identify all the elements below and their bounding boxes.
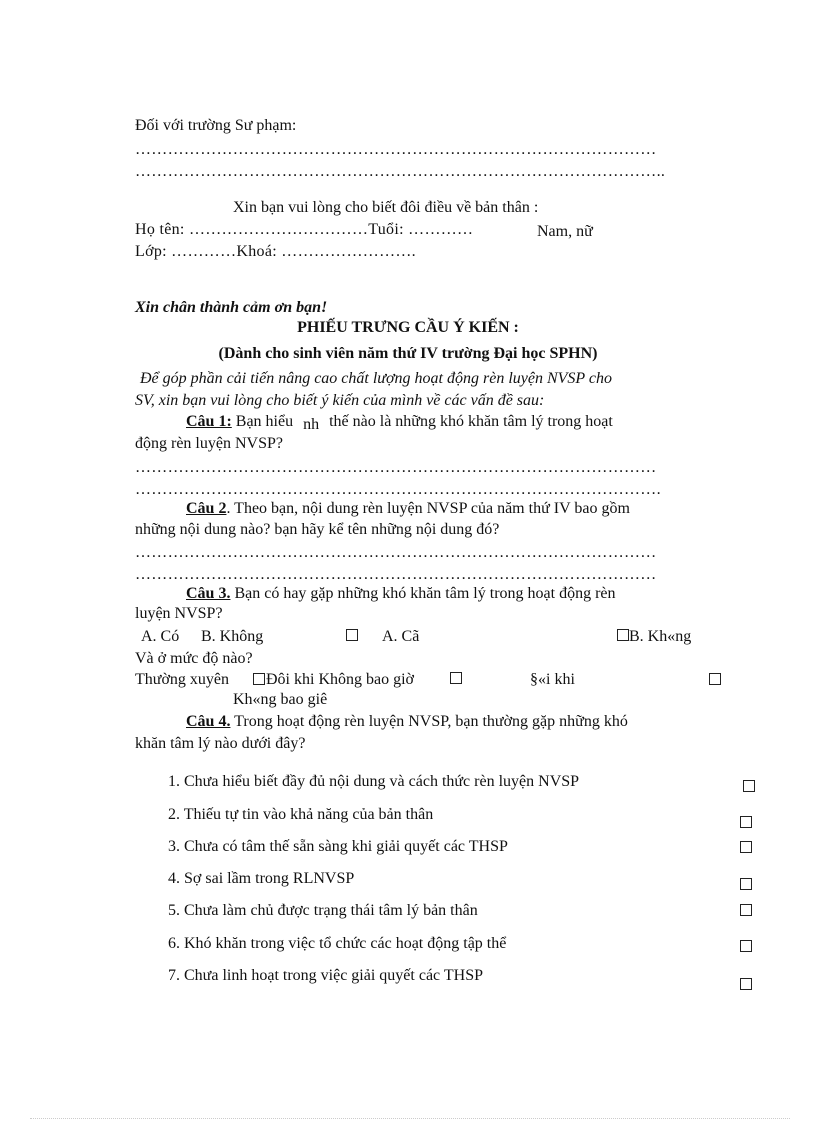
q4-item-7: 7. Chưa linh hoạt trong việc giải quyết các THSP (168, 967, 483, 984)
q2-answer-line[interactable]: …………………………………………………………………………………… (135, 544, 657, 561)
q3-level-never-garbled: Kh«ng bao giê (233, 691, 328, 708)
q3-level-sometimes: Đôi khi Không bao giờ (266, 671, 415, 688)
form-title-text: PHIẾU TRƯNG CẦU Ý KIẾN : (297, 319, 519, 336)
q1-answer-line[interactable]: …………………………………………………………………………………… (135, 459, 657, 476)
q3-option-a: A. Có (141, 628, 180, 645)
q3-checkbox-never[interactable] (709, 673, 721, 685)
q4-text: Trong hoạt động rèn luyện NVSP, bạn thường gặp những khó (234, 713, 628, 730)
q1-line-2: động rèn luyện NVSP? (135, 435, 283, 452)
q3-label: Câu 3. (186, 585, 231, 602)
q1-answer-line[interactable]: ……………………………………………………………………………………. (135, 481, 661, 498)
q3-checkbox-a[interactable] (346, 629, 358, 641)
name-age-line: Họ tên: ……………………………Tuổi: ………… (135, 221, 474, 238)
q3-checkbox-often[interactable] (253, 673, 265, 685)
q3-text: Bạn có hay gặp những khó khăn tâm lý trong hoạt động rèn (234, 585, 616, 602)
q2-line-2: những nội dung nào? bạn hãy kể tên những nội dung đó? (135, 521, 500, 538)
q1-label: Câu 1: (186, 413, 232, 430)
q4-item-3: 3. Chưa có tâm thế sẵn sàng khi giải quyết các THSP (168, 838, 508, 855)
q3-line-1 (186, 584, 616, 604)
q4-line-1 (186, 712, 628, 732)
q3-option-b-garbled: B. Kh«ng (629, 628, 692, 645)
q1-sub: nh (303, 416, 320, 433)
q2-answer-line[interactable]: …………………………………………………………………………………… (135, 566, 657, 583)
q4-checkbox-6[interactable] (740, 940, 752, 952)
thanks-line: Xin chân thành cảm ơn bạn! (135, 299, 328, 316)
q4-checkbox-4[interactable] (740, 878, 752, 890)
form-subtitle (0, 344, 816, 364)
q3-level-question: Và ở mức độ nào? (135, 650, 253, 667)
q4-label: Câu 4. (186, 713, 231, 730)
q4-checkbox-7[interactable] (740, 978, 752, 990)
intro-self: Xin bạn vui lòng cho biết đôi điều về bản thân : (233, 199, 539, 216)
q4-checkbox-3[interactable] (740, 841, 752, 853)
q4-checkbox-2[interactable] (740, 816, 752, 828)
form-subtitle-text: (Dành cho sinh viên năm thứ IV trường Đại học SPHN) (218, 345, 598, 362)
q4-checkbox-1[interactable] (743, 780, 755, 792)
q1-line-1 (186, 412, 613, 432)
q4-item-4: 4. Sợ sai lầm trong RLNVSP (168, 870, 355, 887)
intro-line-2: SV, xin bạn vui lòng cho biết ý kiến của mình về các vấn đề sau: (135, 392, 545, 409)
q2-line-1 (186, 499, 630, 519)
q4-line-2: khăn tâm lý nào dưới đây? (135, 735, 306, 752)
class-course-line: Lớp: …………Khoá: ……………………. (135, 243, 416, 260)
q3-checkbox-b[interactable] (617, 629, 629, 641)
q4-item-1: 1. Chưa hiểu biết đầy đủ nội dung và cách thức rèn luyện NVSP (168, 773, 580, 790)
q3-line-2: luyện NVSP? (135, 605, 223, 622)
page-bottom-rule (30, 1118, 790, 1119)
q4-item-2: 2. Thiếu tự tin vào khả năng của bản thân (168, 806, 434, 823)
q1-text-b: thế nào là những khó khăn tâm lý trong hoạt (329, 413, 613, 430)
q3-level-often: Thường xuyên (135, 671, 230, 688)
q2-text: . Theo bạn, nội dung rèn luyện NVSP của năm thứ IV bao gồm (226, 500, 630, 517)
q3-option-b: B. Không (201, 628, 264, 645)
school-line: Đối với trường Sư phạm: (135, 117, 297, 134)
dotted-line: …………………………………………………………………………………… (135, 141, 657, 158)
q3-option-a-garbled: A. Cã (382, 628, 420, 645)
form-title (0, 318, 816, 338)
q2-label: Câu 2 (186, 500, 227, 517)
dotted-line: …………………………………………………………………………………….. (135, 163, 666, 180)
q3-level-sometimes-garbled: §«i khi (530, 671, 575, 688)
q4-item-6: 6. Khó khăn trong việc tổ chức các hoạt động tập thể (168, 935, 507, 952)
intro-line-1: Để góp phần cải tiến nâng cao chất lượng hoạt động rèn luyện NVSP cho (140, 370, 613, 387)
q3-checkbox-sometimes[interactable] (450, 672, 462, 684)
q4-item-5: 5. Chưa làm chủ được trạng thái tâm lý bản thân (168, 902, 478, 919)
q1-text-a: Bạn hiểu (235, 413, 294, 430)
gender-line: Nam, nữ (537, 223, 593, 240)
q4-checkbox-5[interactable] (740, 904, 752, 916)
